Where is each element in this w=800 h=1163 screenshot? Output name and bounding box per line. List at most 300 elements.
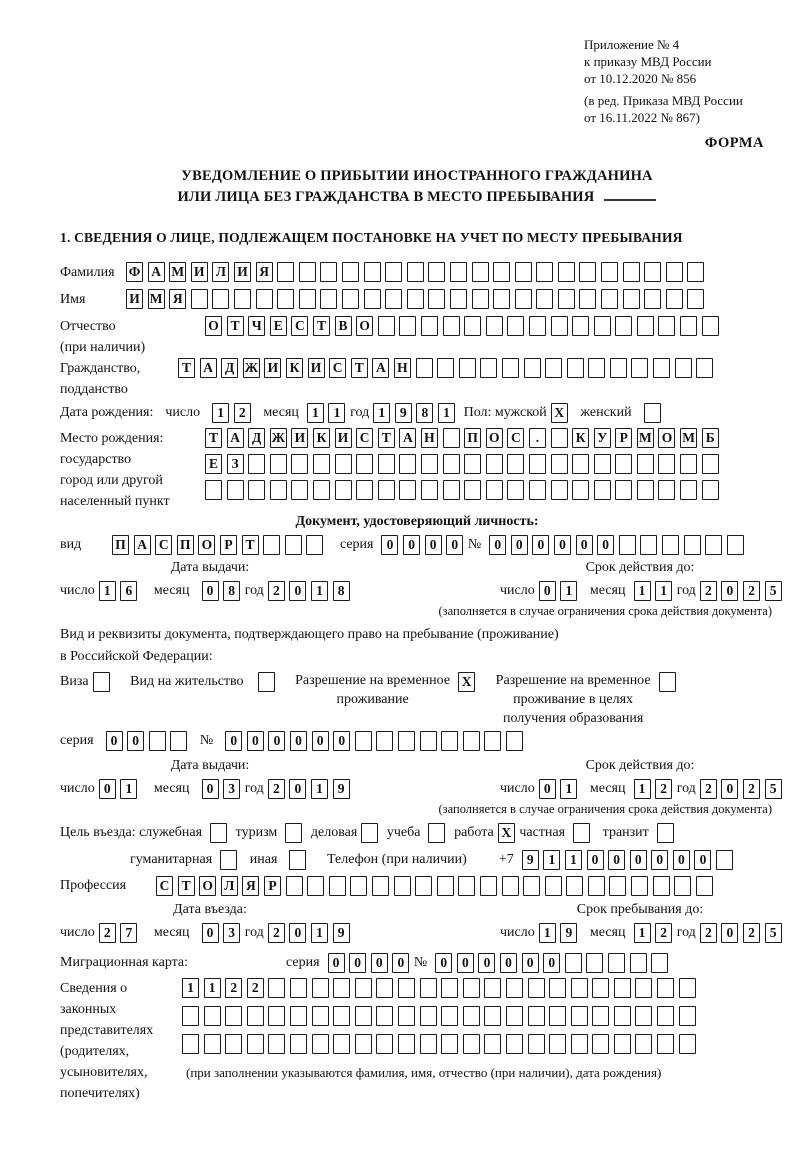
- cell[interactable]: [506, 1006, 523, 1026]
- cell[interactable]: [225, 1006, 242, 1026]
- cell[interactable]: [588, 876, 605, 896]
- cell[interactable]: [342, 289, 359, 309]
- cell[interactable]: [335, 480, 352, 500]
- cell[interactable]: [567, 358, 584, 378]
- cell[interactable]: [608, 953, 625, 973]
- cell[interactable]: [355, 1034, 372, 1054]
- cell[interactable]: [484, 1034, 501, 1054]
- cell[interactable]: 3: [223, 779, 240, 799]
- cell[interactable]: 0: [289, 779, 306, 799]
- cell[interactable]: [420, 1006, 437, 1026]
- cell[interactable]: [463, 731, 480, 751]
- cell[interactable]: 1: [560, 779, 577, 799]
- cell[interactable]: 2: [99, 923, 116, 943]
- cell[interactable]: Я: [169, 289, 186, 309]
- cell[interactable]: [594, 316, 611, 336]
- cell[interactable]: О: [486, 428, 503, 448]
- cell[interactable]: [716, 850, 733, 870]
- cell[interactable]: [290, 978, 307, 998]
- cell[interactable]: [378, 316, 395, 336]
- cell[interactable]: [399, 316, 416, 336]
- cell[interactable]: [268, 1006, 285, 1026]
- cell[interactable]: 0: [539, 779, 556, 799]
- cell[interactable]: [507, 480, 524, 500]
- cell[interactable]: [615, 454, 632, 474]
- cell[interactable]: [623, 289, 640, 309]
- cell[interactable]: [385, 262, 402, 282]
- cell[interactable]: 2: [268, 779, 285, 799]
- cell[interactable]: [572, 454, 589, 474]
- cell[interactable]: З: [227, 454, 244, 474]
- cell[interactable]: .: [529, 428, 546, 448]
- cell[interactable]: [610, 358, 627, 378]
- cell[interactable]: [529, 454, 546, 474]
- cell[interactable]: 0: [268, 731, 285, 751]
- cell[interactable]: [307, 876, 324, 896]
- cell[interactable]: А: [200, 358, 217, 378]
- cell[interactable]: 0: [673, 850, 690, 870]
- cell[interactable]: [210, 823, 227, 843]
- cell[interactable]: К: [286, 358, 303, 378]
- cell[interactable]: И: [191, 262, 208, 282]
- cell[interactable]: С: [329, 358, 346, 378]
- cell[interactable]: Е: [205, 454, 222, 474]
- cell[interactable]: [458, 876, 475, 896]
- cell[interactable]: [536, 289, 553, 309]
- cell[interactable]: [572, 480, 589, 500]
- cell[interactable]: [443, 480, 460, 500]
- cell[interactable]: [472, 289, 489, 309]
- cell[interactable]: 1: [560, 581, 577, 601]
- cell[interactable]: М: [637, 428, 654, 448]
- cell[interactable]: [378, 454, 395, 474]
- cell[interactable]: [356, 454, 373, 474]
- cell[interactable]: 2: [700, 779, 717, 799]
- cell[interactable]: [356, 480, 373, 500]
- cell[interactable]: 0: [597, 535, 614, 555]
- cell[interactable]: 2: [655, 779, 672, 799]
- cell[interactable]: И: [308, 358, 325, 378]
- cell[interactable]: [658, 316, 675, 336]
- cell[interactable]: [364, 289, 381, 309]
- cell[interactable]: 0: [435, 953, 452, 973]
- cell[interactable]: [420, 731, 437, 751]
- cell[interactable]: [407, 289, 424, 309]
- cell[interactable]: [579, 289, 596, 309]
- cell[interactable]: Т: [313, 316, 330, 336]
- cell[interactable]: [702, 480, 719, 500]
- cell[interactable]: 0: [202, 581, 219, 601]
- cell[interactable]: 2: [743, 923, 760, 943]
- cell[interactable]: [450, 262, 467, 282]
- cell[interactable]: [248, 480, 265, 500]
- cell[interactable]: [441, 1006, 458, 1026]
- cell[interactable]: [443, 316, 460, 336]
- cell[interactable]: О: [199, 876, 216, 896]
- cell[interactable]: [212, 289, 229, 309]
- cell[interactable]: [289, 850, 306, 870]
- cell[interactable]: [312, 1006, 329, 1026]
- cell[interactable]: С: [155, 535, 172, 555]
- cell[interactable]: [666, 262, 683, 282]
- cell[interactable]: [680, 480, 697, 500]
- cell[interactable]: 0: [225, 731, 242, 751]
- cell[interactable]: [407, 262, 424, 282]
- cell[interactable]: 9: [522, 850, 539, 870]
- cell[interactable]: 1: [539, 923, 556, 943]
- cell[interactable]: У: [594, 428, 611, 448]
- cell[interactable]: 1: [311, 779, 328, 799]
- cell[interactable]: М: [680, 428, 697, 448]
- cell[interactable]: И: [264, 358, 281, 378]
- cell[interactable]: Т: [351, 358, 368, 378]
- cell[interactable]: [484, 1006, 501, 1026]
- cell[interactable]: 0: [247, 731, 264, 751]
- cell[interactable]: [437, 876, 454, 896]
- cell[interactable]: [290, 1006, 307, 1026]
- cell[interactable]: 2: [225, 978, 242, 998]
- cell[interactable]: 0: [333, 731, 350, 751]
- cell[interactable]: 0: [608, 850, 625, 870]
- cell[interactable]: 0: [106, 731, 123, 751]
- cell[interactable]: [594, 454, 611, 474]
- cell[interactable]: 0: [630, 850, 647, 870]
- cell[interactable]: [644, 262, 661, 282]
- cell[interactable]: [378, 480, 395, 500]
- cell[interactable]: К: [572, 428, 589, 448]
- cell[interactable]: 0: [694, 850, 711, 870]
- cell[interactable]: [285, 535, 302, 555]
- cell[interactable]: [573, 823, 590, 843]
- cell[interactable]: Д: [221, 358, 238, 378]
- cell[interactable]: [601, 262, 618, 282]
- cell[interactable]: [674, 876, 691, 896]
- cell[interactable]: [355, 978, 372, 998]
- cell[interactable]: [529, 480, 546, 500]
- cell[interactable]: О: [356, 316, 373, 336]
- cell[interactable]: [313, 454, 330, 474]
- cell[interactable]: [635, 1006, 652, 1026]
- cell[interactable]: Ч: [248, 316, 265, 336]
- cell[interactable]: [592, 978, 609, 998]
- cell[interactable]: [551, 316, 568, 336]
- cell[interactable]: [415, 876, 432, 896]
- cell[interactable]: [592, 1006, 609, 1026]
- cell[interactable]: 0: [289, 581, 306, 601]
- cell[interactable]: [614, 1034, 631, 1054]
- cell[interactable]: Т: [227, 316, 244, 336]
- cell[interactable]: [486, 480, 503, 500]
- cell[interactable]: [658, 454, 675, 474]
- cell[interactable]: [506, 731, 523, 751]
- cell[interactable]: 6: [120, 581, 137, 601]
- cell[interactable]: 0: [202, 779, 219, 799]
- cell[interactable]: [549, 1006, 566, 1026]
- cell[interactable]: [506, 978, 523, 998]
- cell[interactable]: К: [313, 428, 330, 448]
- cell[interactable]: [679, 978, 696, 998]
- cell[interactable]: [361, 823, 378, 843]
- cell[interactable]: [398, 1006, 415, 1026]
- cell[interactable]: [443, 428, 460, 448]
- cell[interactable]: [234, 289, 251, 309]
- cell[interactable]: И: [126, 289, 143, 309]
- cell[interactable]: 7: [120, 923, 137, 943]
- cell[interactable]: [364, 262, 381, 282]
- cell[interactable]: 9: [560, 923, 577, 943]
- cell[interactable]: [376, 1034, 393, 1054]
- cell[interactable]: [653, 358, 670, 378]
- cell[interactable]: 2: [700, 581, 717, 601]
- cell[interactable]: [182, 1034, 199, 1054]
- cell[interactable]: [566, 876, 583, 896]
- cell[interactable]: [529, 316, 546, 336]
- cell[interactable]: [486, 316, 503, 336]
- cell[interactable]: 0: [500, 953, 517, 973]
- cell[interactable]: [220, 850, 237, 870]
- cell[interactable]: [355, 731, 372, 751]
- cell[interactable]: [204, 1034, 221, 1054]
- cell[interactable]: Т: [178, 876, 195, 896]
- cell[interactable]: [450, 289, 467, 309]
- cell[interactable]: [679, 1006, 696, 1026]
- cell[interactable]: [614, 1006, 631, 1026]
- cell[interactable]: 2: [700, 923, 717, 943]
- cell[interactable]: С: [507, 428, 524, 448]
- cell[interactable]: [545, 358, 562, 378]
- cell[interactable]: [551, 428, 568, 448]
- cell[interactable]: [680, 454, 697, 474]
- cell[interactable]: [385, 289, 402, 309]
- cell[interactable]: 1: [311, 923, 328, 943]
- cell[interactable]: [675, 358, 692, 378]
- cell[interactable]: [149, 731, 166, 751]
- cell[interactable]: [248, 454, 265, 474]
- cell[interactable]: [312, 978, 329, 998]
- cell[interactable]: [484, 731, 501, 751]
- cell[interactable]: 1: [634, 923, 651, 943]
- cell[interactable]: [493, 289, 510, 309]
- cell[interactable]: 0: [392, 953, 409, 973]
- cell[interactable]: [637, 480, 654, 500]
- cell[interactable]: 0: [446, 535, 463, 555]
- cell[interactable]: 1: [307, 403, 324, 423]
- cell[interactable]: [614, 978, 631, 998]
- cell[interactable]: [421, 316, 438, 336]
- cell[interactable]: 1: [204, 978, 221, 998]
- cell[interactable]: [635, 1034, 652, 1054]
- cell[interactable]: [441, 978, 458, 998]
- cell[interactable]: С: [291, 316, 308, 336]
- cell[interactable]: [631, 876, 648, 896]
- cell[interactable]: Т: [178, 358, 195, 378]
- cell[interactable]: 0: [576, 535, 593, 555]
- cell[interactable]: 9: [333, 779, 350, 799]
- cell[interactable]: [653, 876, 670, 896]
- cell[interactable]: [376, 1006, 393, 1026]
- cell[interactable]: [441, 731, 458, 751]
- cell[interactable]: [651, 953, 668, 973]
- cell[interactable]: [515, 262, 532, 282]
- cell[interactable]: М: [148, 289, 165, 309]
- cell[interactable]: [376, 978, 393, 998]
- cell[interactable]: Е: [270, 316, 287, 336]
- cell[interactable]: [623, 262, 640, 282]
- cell[interactable]: [464, 480, 481, 500]
- cell[interactable]: [225, 1034, 242, 1054]
- cell[interactable]: 0: [381, 535, 398, 555]
- cell[interactable]: [687, 262, 704, 282]
- cell[interactable]: С: [156, 876, 173, 896]
- cell[interactable]: [428, 262, 445, 282]
- cell[interactable]: [507, 316, 524, 336]
- cell[interactable]: 1: [373, 403, 390, 423]
- cell[interactable]: [170, 731, 187, 751]
- cell[interactable]: [486, 454, 503, 474]
- cell[interactable]: [182, 1006, 199, 1026]
- cell[interactable]: X: [551, 403, 568, 423]
- cell[interactable]: Р: [264, 876, 281, 896]
- cell[interactable]: [285, 823, 302, 843]
- cell[interactable]: [464, 454, 481, 474]
- cell[interactable]: [258, 672, 275, 692]
- cell[interactable]: [335, 454, 352, 474]
- cell[interactable]: [579, 262, 596, 282]
- cell[interactable]: [398, 978, 415, 998]
- cell[interactable]: [601, 289, 618, 309]
- cell[interactable]: [592, 1034, 609, 1054]
- cell[interactable]: 1: [99, 581, 116, 601]
- cell[interactable]: 5: [765, 581, 782, 601]
- cell[interactable]: [657, 1006, 674, 1026]
- cell[interactable]: [630, 953, 647, 973]
- cell[interactable]: [306, 535, 323, 555]
- cell[interactable]: [571, 1006, 588, 1026]
- cell[interactable]: [696, 876, 713, 896]
- cell[interactable]: Т: [378, 428, 395, 448]
- cell[interactable]: 1: [182, 978, 199, 998]
- cell[interactable]: [372, 876, 389, 896]
- cell[interactable]: 0: [651, 850, 668, 870]
- cell[interactable]: [637, 454, 654, 474]
- cell[interactable]: [480, 358, 497, 378]
- cell[interactable]: 2: [743, 581, 760, 601]
- cell[interactable]: [420, 1034, 437, 1054]
- cell[interactable]: [551, 454, 568, 474]
- cell[interactable]: [644, 403, 661, 423]
- cell[interactable]: [291, 454, 308, 474]
- cell[interactable]: 1: [328, 403, 345, 423]
- cell[interactable]: [558, 262, 575, 282]
- cell[interactable]: 0: [312, 731, 329, 751]
- cell[interactable]: [191, 289, 208, 309]
- cell[interactable]: 0: [539, 581, 556, 601]
- cell[interactable]: [247, 1006, 264, 1026]
- cell[interactable]: 0: [349, 953, 366, 973]
- cell[interactable]: [631, 358, 648, 378]
- cell[interactable]: Д: [248, 428, 265, 448]
- cell[interactable]: Т: [205, 428, 222, 448]
- cell[interactable]: [472, 262, 489, 282]
- cell[interactable]: Ж: [243, 358, 260, 378]
- cell[interactable]: [459, 358, 476, 378]
- cell[interactable]: 0: [425, 535, 442, 555]
- cell[interactable]: [727, 535, 744, 555]
- cell[interactable]: [421, 480, 438, 500]
- cell[interactable]: 9: [333, 923, 350, 943]
- cell[interactable]: А: [372, 358, 389, 378]
- cell[interactable]: [659, 672, 676, 692]
- cell[interactable]: 0: [554, 535, 571, 555]
- cell[interactable]: [506, 1034, 523, 1054]
- cell[interactable]: [644, 289, 661, 309]
- cell[interactable]: 1: [120, 779, 137, 799]
- cell[interactable]: [619, 535, 636, 555]
- cell[interactable]: [263, 535, 280, 555]
- cell[interactable]: И: [291, 428, 308, 448]
- cell[interactable]: Я: [256, 262, 273, 282]
- cell[interactable]: [523, 876, 540, 896]
- cell[interactable]: Р: [615, 428, 632, 448]
- cell[interactable]: Н: [394, 358, 411, 378]
- cell[interactable]: [205, 480, 222, 500]
- cell[interactable]: [528, 1034, 545, 1054]
- cell[interactable]: 1: [655, 581, 672, 601]
- cell[interactable]: В: [335, 316, 352, 336]
- cell[interactable]: 0: [721, 923, 738, 943]
- cell[interactable]: [615, 316, 632, 336]
- cell[interactable]: X: [458, 672, 475, 692]
- cell[interactable]: [571, 1034, 588, 1054]
- cell[interactable]: 2: [268, 923, 285, 943]
- cell[interactable]: 8: [333, 581, 350, 601]
- cell[interactable]: [666, 289, 683, 309]
- cell[interactable]: [528, 1006, 545, 1026]
- cell[interactable]: [227, 480, 244, 500]
- cell[interactable]: [502, 358, 519, 378]
- cell[interactable]: [441, 1034, 458, 1054]
- cell[interactable]: 8: [416, 403, 433, 423]
- cell[interactable]: [428, 289, 445, 309]
- cell[interactable]: О: [658, 428, 675, 448]
- cell[interactable]: 0: [290, 731, 307, 751]
- cell[interactable]: 0: [522, 953, 539, 973]
- cell[interactable]: [421, 454, 438, 474]
- cell[interactable]: 0: [457, 953, 474, 973]
- cell[interactable]: [268, 978, 285, 998]
- cell[interactable]: [204, 1006, 221, 1026]
- cell[interactable]: [658, 480, 675, 500]
- cell[interactable]: А: [227, 428, 244, 448]
- cell[interactable]: 1: [543, 850, 560, 870]
- cell[interactable]: 0: [532, 535, 549, 555]
- cell[interactable]: [93, 672, 110, 692]
- cell[interactable]: 2: [743, 779, 760, 799]
- cell[interactable]: 5: [765, 923, 782, 943]
- cell[interactable]: [609, 876, 626, 896]
- cell[interactable]: [333, 978, 350, 998]
- cell[interactable]: 1: [311, 581, 328, 601]
- cell[interactable]: [420, 978, 437, 998]
- cell[interactable]: [615, 480, 632, 500]
- cell[interactable]: 0: [371, 953, 388, 973]
- cell[interactable]: 0: [127, 731, 144, 751]
- cell[interactable]: [702, 316, 719, 336]
- cell[interactable]: [558, 289, 575, 309]
- cell[interactable]: [256, 289, 273, 309]
- cell[interactable]: Я: [242, 876, 259, 896]
- cell[interactable]: [528, 978, 545, 998]
